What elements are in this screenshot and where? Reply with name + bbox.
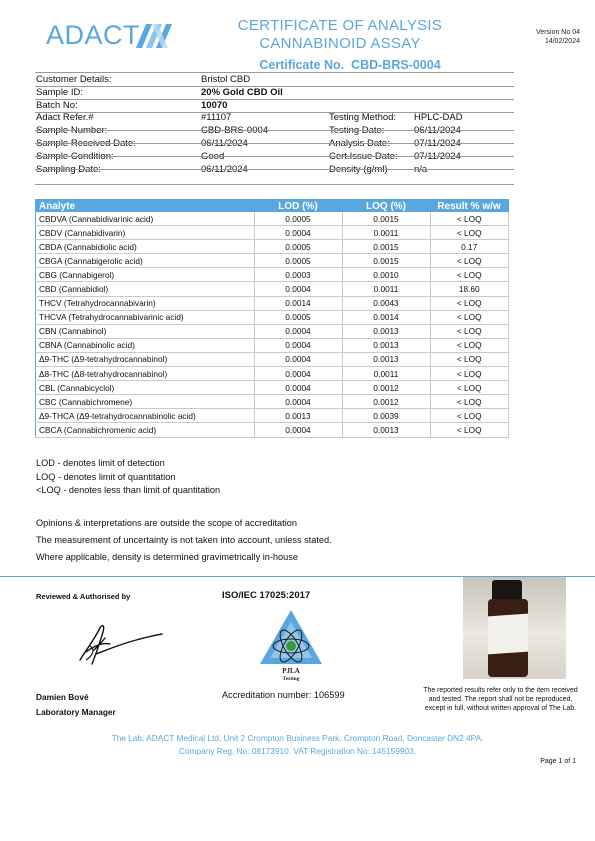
sampling-label: Sampling Date:	[36, 163, 101, 175]
loq-cell: 0.0011	[342, 282, 430, 296]
table-header-row	[36, 200, 509, 213]
sample-photo	[463, 577, 566, 679]
table-row	[36, 409, 509, 423]
lod-cell: 0.0004	[254, 338, 342, 352]
lod-cell: 0.0005	[254, 212, 342, 226]
loq-cell: 0.0043	[342, 296, 430, 310]
lod-cell: 0.0014	[254, 296, 342, 310]
divider	[35, 143, 514, 144]
column-header-loq: LOQ (%)	[342, 200, 430, 213]
loq-cell: 0.0013	[342, 423, 430, 437]
analyte-cell: CBC (Cannabichromene)	[36, 395, 255, 409]
analyte-cell: CBCA (Cannabichromenic acid)	[36, 423, 255, 437]
received-label: Sample Received Date:	[36, 137, 136, 149]
issue-date-value: 07/11/2024	[414, 150, 461, 162]
analysis-date-value: 07/11/2024	[414, 137, 461, 149]
sampling-value: 06/11/2024	[201, 163, 248, 175]
loq-cell: 0.0012	[342, 395, 430, 409]
note-uncertainty: The measurement of uncertainty is not taken into account, unless stated.	[36, 535, 332, 545]
customer-label: Customer Details:	[36, 74, 112, 85]
sample-number-value: CBD-BRS-0004	[201, 125, 269, 137]
analyte-cell: CBDVA (Cannabidivarinic acid)	[36, 212, 255, 226]
divider	[35, 156, 514, 157]
table-row	[36, 226, 509, 240]
signer-name: Damien Bové	[36, 692, 89, 702]
loq-cell: 0.0013	[342, 324, 430, 338]
result-cell: < LOQ	[430, 212, 509, 226]
version-number: Version No 04	[536, 29, 580, 36]
divider	[35, 169, 514, 170]
accreditation-number: Accreditation number: 106599	[222, 690, 345, 700]
signature-image	[72, 620, 167, 670]
result-cell: 0.17	[430, 240, 509, 254]
received-value: 06/11/2024	[201, 137, 248, 149]
table-row	[36, 352, 509, 366]
sample-number-label: Sample Number:	[36, 125, 108, 137]
testing-date-label: Testing Date:	[329, 125, 385, 137]
result-cell: < LOQ	[430, 381, 509, 395]
page-number: Page 1 of 1	[540, 758, 576, 765]
testing-date-value: 06/11/2024	[414, 125, 461, 137]
lod-cell: 0.0004	[254, 381, 342, 395]
adact-logo-icon	[134, 18, 180, 54]
condition-label: Sample Condition:	[36, 150, 114, 162]
column-header-analyte: Analyte	[36, 200, 255, 213]
divider	[35, 72, 514, 73]
result-cell: 18.60	[430, 282, 509, 296]
loq-cell: 0.0015	[342, 254, 430, 268]
results-table	[35, 199, 509, 438]
batch-value: 10070	[201, 99, 228, 111]
table-row	[36, 367, 509, 381]
method-value: HPLC-DAD	[414, 112, 463, 124]
lod-cell: 0.0004	[254, 423, 342, 437]
result-cell: < LOQ	[430, 423, 509, 437]
divider	[35, 99, 514, 100]
bottle-cap	[492, 580, 522, 600]
lod-cell: 0.0005	[254, 310, 342, 324]
result-cell: < LOQ	[430, 338, 509, 352]
address-line1: The Lab, ADACT Medical Ltd, Unit 2 Crompton Business Park, Crompton Road, Doncaster DN2 4PA.	[111, 733, 484, 743]
table-row	[36, 395, 509, 409]
table-row	[36, 338, 509, 352]
issue-date-label: Cert.Issue Date:	[329, 150, 398, 162]
divider	[35, 184, 514, 185]
pjla-sub: Testing	[282, 676, 300, 682]
column-header-result: Result % w/w	[430, 200, 509, 213]
address-line2: Company Reg. No: 08173910. VAT Registration No: 145159903.	[178, 746, 417, 756]
certificate-label: Certificate No.	[259, 58, 345, 72]
table-row	[36, 296, 509, 310]
table-row	[36, 310, 509, 324]
lod-cell: 0.0004	[254, 226, 342, 240]
analyte-cell: CBNA (Cannabinolic acid)	[36, 338, 255, 352]
version-info	[520, 28, 580, 46]
analyte-cell: THCVA (Tetrahydrocannabivarinic acid)	[36, 310, 255, 324]
table-row	[36, 268, 509, 282]
note-loq: LOQ - denotes limit of quantitation	[36, 472, 176, 482]
certificate-value: CBD-BRS-0004	[351, 58, 441, 72]
table-row	[36, 423, 509, 437]
details-right-values	[414, 112, 463, 176]
method-label: Testing Method:	[329, 112, 397, 124]
column-header-lod: LOD (%)	[254, 200, 342, 213]
details-right-labels	[329, 112, 398, 176]
lod-cell: 0.0004	[254, 324, 342, 338]
title-line2: CANNABINOID ASSAY	[259, 35, 421, 52]
result-cell: < LOQ	[430, 367, 509, 381]
loq-cell: 0.0013	[342, 352, 430, 366]
refer-label: Adact Refer.#	[36, 112, 94, 124]
note-lod: LOD - denotes limit of detection	[36, 458, 165, 468]
details-left-values	[201, 74, 283, 176]
analyte-cell: CBD (Cannabidiol)	[36, 282, 255, 296]
iso-standard: ISO/IEC 17025:2017	[222, 590, 311, 601]
customer-value: Bristol CBD	[201, 74, 251, 85]
lod-cell: 0.0004	[254, 395, 342, 409]
analyte-cell: CBL (Cannabicyclol)	[36, 381, 255, 395]
result-cell: < LOQ	[430, 395, 509, 409]
analyte-cell: CBGA (Cannabigerolic acid)	[36, 254, 255, 268]
loq-cell: 0.0013	[342, 338, 430, 352]
result-cell: < LOQ	[430, 310, 509, 324]
table-row	[36, 212, 509, 226]
lod-cell: 0.0004	[254, 352, 342, 366]
bottle-label	[488, 614, 528, 655]
batch-label: Batch No:	[36, 99, 78, 111]
lod-cell: 0.0005	[254, 240, 342, 254]
reviewed-label: Reviewed & Authorised by	[36, 592, 131, 601]
analyte-cell: Δ9-THC (Δ9-tetrahydrocannabinol)	[36, 352, 255, 366]
sample-id-value: 20% Gold CBD Oil	[201, 86, 283, 98]
result-cell: < LOQ	[430, 324, 509, 338]
analysis-date-label: Analysis Date:	[329, 137, 390, 149]
density-label: Density (g/ml)	[329, 163, 388, 175]
lod-cell: 0.0005	[254, 254, 342, 268]
refer-value: #11107	[201, 112, 232, 124]
analyte-cell: Δ9-THCA (Δ9-tetrahydrocannabinolic acid)	[36, 409, 255, 423]
result-cell: < LOQ	[430, 268, 509, 282]
table-row	[36, 324, 509, 338]
divider	[35, 130, 514, 131]
density-value: n/a	[414, 163, 428, 175]
analyte-cell: CBDA (Cannabidiolic acid)	[36, 240, 255, 254]
divider	[35, 112, 514, 113]
analyte-cell: CBDV (Cannabidivarin)	[36, 226, 255, 240]
loq-cell: 0.0010	[342, 268, 430, 282]
result-cell: < LOQ	[430, 226, 509, 240]
result-cell: < LOQ	[430, 254, 509, 268]
loq-cell: 0.0014	[342, 310, 430, 324]
loq-cell: 0.0012	[342, 381, 430, 395]
details-left-labels	[36, 74, 136, 176]
version-date: 14/02/2024	[544, 38, 580, 45]
disclaimer: The reported results refer only to the item received and tested. The report shall not be reproduced, except in full, without written approval of The Lab.	[423, 687, 578, 712]
lod-cell: 0.0004	[254, 282, 342, 296]
adact-logo-text: ADACT	[46, 20, 141, 50]
analyte-cell: Δ8-THC (Δ8-tetrahydrocannabinol)	[36, 367, 255, 381]
note-density: Where applicable, density is determined gravimetrically in-house	[36, 552, 298, 562]
divider	[35, 86, 514, 87]
table-row	[36, 282, 509, 296]
loq-cell: 0.0011	[342, 367, 430, 381]
analyte-cell: CBG (Cannabigerol)	[36, 268, 255, 282]
lod-cell: 0.0004	[254, 367, 342, 381]
footer-address	[0, 732, 595, 758]
loq-cell: 0.0015	[342, 212, 430, 226]
table-row	[36, 381, 509, 395]
certificate-number	[225, 58, 475, 72]
result-cell: < LOQ	[430, 296, 509, 310]
analyte-cell: CBN (Cannabinol)	[36, 324, 255, 338]
table-body	[36, 212, 509, 437]
note-opinions: Opinions & interpretations are outside the scope of accreditation	[36, 518, 297, 528]
sample-id-label: Sample ID:	[36, 86, 83, 98]
loq-cell: 0.0039	[342, 409, 430, 423]
signer-title: Laboratory Manager	[36, 707, 116, 717]
loq-cell: 0.0015	[342, 240, 430, 254]
lod-cell: 0.0013	[254, 409, 342, 423]
lod-cell: 0.0003	[254, 268, 342, 282]
pjla-name: PJLA	[282, 667, 300, 675]
title-line1: CERTIFICATE OF ANALYSIS	[237, 17, 443, 34]
loq-cell: 0.0011	[342, 226, 430, 240]
table-row	[36, 254, 509, 268]
note-less-loq: <LOQ - denotes less than limit of quantitation	[36, 485, 221, 495]
result-cell: < LOQ	[430, 409, 509, 423]
analyte-cell: THCV (Tetrahydrocannabivarin)	[36, 296, 255, 310]
table-row	[36, 240, 509, 254]
condition-value: Good	[201, 150, 225, 162]
result-cell: < LOQ	[430, 352, 509, 366]
